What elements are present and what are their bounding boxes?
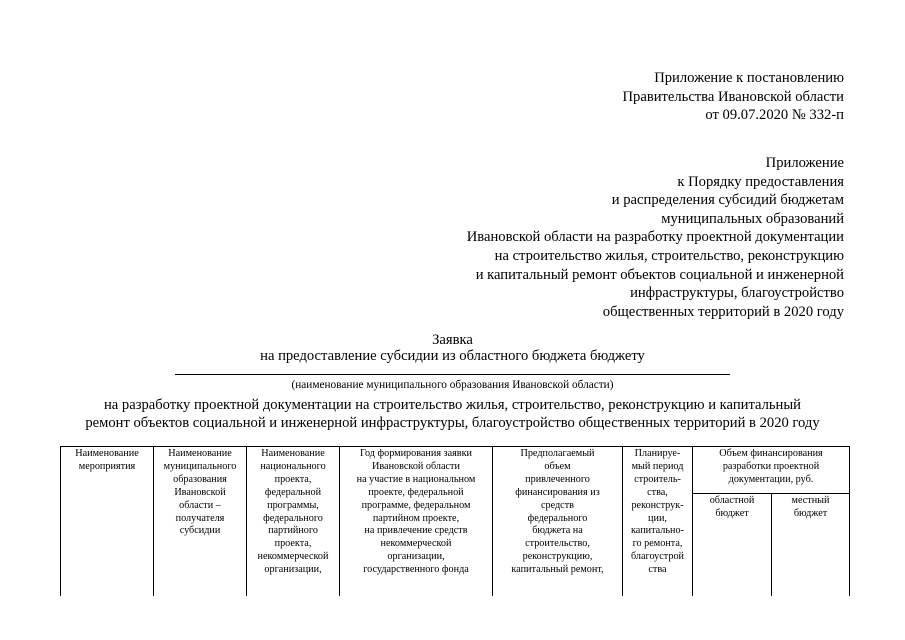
request-subtitle: на предоставление субсидии из областного бюджета бюджету xyxy=(260,348,645,364)
approval-line: Приложение к постановлению xyxy=(654,70,844,86)
appendix-line: муниципальных образований xyxy=(661,210,844,227)
header-cell-line: проекта, xyxy=(274,473,312,485)
request-purpose-line-1: на разработку проектной документации на строительство жилья, строительство, реконструкцию и капитальный xyxy=(104,397,801,413)
approval-line: от 09.07.2020 № 332-п xyxy=(705,107,844,124)
header-cell-line: местный xyxy=(791,495,830,506)
header-cell-line: государственного фонда xyxy=(363,564,469,576)
header-cell-line: строитель- xyxy=(634,473,681,485)
header-cell-line: организации, xyxy=(387,551,445,563)
request-purpose-line-2: ремонт объектов социальной и инженерной инфраструктуры, благоустройство общественных территорий в 2020 году xyxy=(85,415,820,431)
header-municipality xyxy=(154,447,247,597)
header-cell-line: Предполагаемый xyxy=(520,448,595,459)
header-cell-line: получателя xyxy=(175,512,225,524)
header-cell-line: области – xyxy=(179,499,221,511)
header-federal-funding xyxy=(493,447,623,597)
header-period xyxy=(623,447,693,597)
header-cell-line: Наименование xyxy=(75,448,139,459)
header-project xyxy=(247,447,340,597)
header-cell-line: областной xyxy=(709,495,755,506)
header-cell-line: федеральной xyxy=(264,486,322,498)
header-cell-line: Ивановской xyxy=(174,486,226,498)
header-cell-line: Год формирования заявки xyxy=(359,448,473,459)
approval-line: Правительства Ивановской области xyxy=(622,88,844,105)
header-cell-line: реконструкцию, xyxy=(522,551,593,563)
header-cell-line: мый период xyxy=(631,460,684,472)
header-regional-budget xyxy=(693,494,772,597)
header-cell-line: бюджет xyxy=(715,507,749,519)
header-local-budget xyxy=(772,494,850,597)
header-cell-line: федерального xyxy=(527,512,588,524)
header-cell-line: некоммерческой xyxy=(257,551,329,563)
header-cell-line: капитальный ремонт, xyxy=(511,564,604,576)
header-cell-line: Наименование xyxy=(168,448,232,459)
header-cell-line: Планируе- xyxy=(634,448,681,459)
header-cell-line: реконструк- xyxy=(631,499,684,511)
header-cell-line: на привлечение средств xyxy=(364,525,468,537)
header-cell-line: бюджета на xyxy=(532,525,583,537)
header-cell-line: мероприятия xyxy=(78,460,136,472)
header-cell-line: организации, xyxy=(264,564,322,576)
appendix-line: Ивановской области на разработку проектной документации xyxy=(466,229,844,246)
header-cell-line: ства, xyxy=(647,486,668,498)
header-cell-line: партийного xyxy=(268,525,318,537)
header-cell-line: программы, xyxy=(267,499,319,511)
appendix-line: инфраструктуры, благоустройство xyxy=(630,285,844,302)
header-cell-line: некоммерческой xyxy=(380,538,452,550)
header-measure xyxy=(61,447,154,597)
header-financing-group xyxy=(693,447,850,494)
header-cell-line: муниципального xyxy=(163,460,237,472)
header-cell-line: проекте, федеральной xyxy=(368,486,464,498)
header-cell-line: на участие в национальном xyxy=(356,473,476,485)
header-cell-line: капитально- xyxy=(631,525,684,537)
header-cell-line: Наименование xyxy=(261,448,325,459)
appendix-line: общественных территорий в 2020 году xyxy=(602,303,844,320)
appendix-line: Приложение xyxy=(765,155,844,171)
header-cell-line: Ивановской области xyxy=(372,460,460,472)
request-table xyxy=(60,446,850,596)
municipality-hint: (наименование муниципального образования Ивановской области) xyxy=(291,379,614,391)
header-cell-line: финансирования из xyxy=(515,486,600,498)
appendix-line: на строительство жилья, строительство, реконструкцию xyxy=(494,247,844,264)
header-cell-line: документации, руб. xyxy=(728,473,814,485)
header-cell-line: го ремонта, xyxy=(632,538,683,550)
header-cell-line: разработки проектной xyxy=(722,460,820,472)
header-cell-line: бюджет xyxy=(793,507,828,519)
header-cell-line: Объем финансирования xyxy=(719,448,823,459)
header-cell-line: привлеченного xyxy=(525,473,590,485)
appendix-line: и капитальный ремонт объектов социальной и инженерной xyxy=(475,266,844,283)
header-cell-line: субсидии xyxy=(179,525,221,537)
header-cell-line: образования xyxy=(173,473,227,485)
header-cell-line: ции, xyxy=(648,512,667,524)
request-title: Заявка xyxy=(432,332,473,348)
appendix-line: и распределения субсидий бюджетам xyxy=(611,192,844,209)
header-year xyxy=(340,447,493,597)
header-cell-line: средств xyxy=(541,499,574,511)
header-cell-line: объем xyxy=(544,460,571,472)
header-cell-line: федерального xyxy=(263,512,323,524)
header-cell-line: строительство, xyxy=(525,538,590,550)
header-cell-line: ства xyxy=(648,564,667,576)
header-cell-line: благоустрой xyxy=(631,551,684,563)
header-cell-line: национального xyxy=(260,460,326,472)
header-cell-line: программе, федеральном xyxy=(361,499,471,511)
appendix-line: к Порядку предоставления xyxy=(677,173,844,190)
header-cell-line: партийном проекте, xyxy=(372,512,460,524)
header-cell-line: проекта, xyxy=(274,538,312,550)
